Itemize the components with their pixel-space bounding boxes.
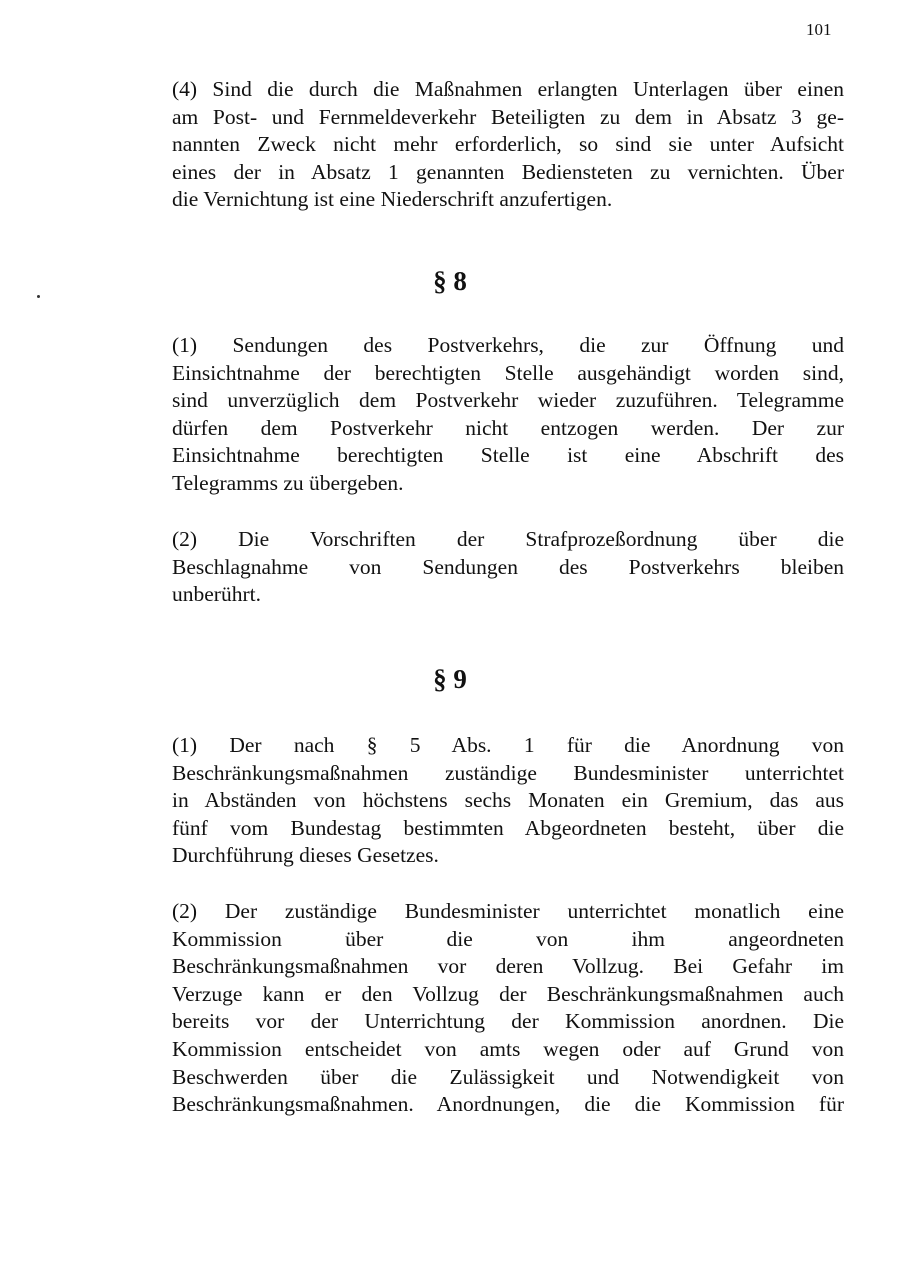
text-line: nannten Zweck nicht mehr erforderlich, so sind sie unter Aufsicht bbox=[172, 132, 844, 157]
text-line: eines der in Absatz 1 genannten Bediensteten zu vernichten. Über bbox=[172, 159, 844, 184]
section-8-paragraph-2 bbox=[172, 526, 844, 609]
section-heading-9: § 9 bbox=[433, 664, 467, 694]
text-line: (1) Sendungen des Postverkehrs, die zur Öffnung und bbox=[172, 333, 844, 357]
paragraph-text bbox=[172, 732, 844, 870]
paragraph-4 bbox=[172, 76, 844, 214]
paragraph-text bbox=[172, 898, 844, 1119]
text-line: dürfen dem Postverkehr nicht entzogen werden. Der zur bbox=[172, 415, 844, 440]
text-line: (4) Sind die durch die Maßnahmen erlangten Unterlagen über einen bbox=[172, 77, 844, 101]
text-line: am Post- und Fernmeldeverkehr Beteiligten zu dem in Absatz 3 ge- bbox=[172, 104, 844, 129]
section-8-paragraph-1 bbox=[172, 332, 844, 498]
text-line: fünf vom Bundestag bestimmten Abgeordneten besteht, über die bbox=[172, 815, 844, 840]
text-line: Beschwerden über die Zulässigkeit und Notwendigkeit von bbox=[172, 1064, 844, 1089]
section-9-paragraph-1 bbox=[172, 732, 844, 870]
paragraph-text bbox=[172, 526, 844, 609]
text-line: (1) Der nach § 5 Abs. 1 für die Anordnung von bbox=[172, 733, 844, 757]
text-line: in Abständen von höchstens sechs Monaten ein Gremium, das aus bbox=[172, 788, 844, 813]
section-heading-8: § 8 bbox=[433, 266, 467, 296]
text-line: (2) Die Vorschriften der Strafprozeßordnung über die bbox=[172, 527, 844, 551]
text-line: Kommission entscheidet von amts wegen oder auf Grund von bbox=[172, 1036, 844, 1061]
text-line: Beschränkungsmaßnahmen zuständige Bundesminister unterrichtet bbox=[172, 760, 844, 785]
text-line: sind unverzüglich dem Postverkehr wieder zuzuführen. Telegramme bbox=[172, 388, 844, 413]
text-line: Durchführung dieses Gesetzes. bbox=[172, 843, 439, 868]
text-line: unberührt. bbox=[172, 582, 261, 607]
text-line: Telegramms zu übergeben. bbox=[172, 470, 404, 495]
text-line: (2) Der zuständige Bundesminister unterrichtet monatlich eine bbox=[172, 899, 844, 923]
paragraph-text bbox=[172, 76, 844, 214]
page-number: 101 bbox=[806, 20, 832, 39]
text-line: Beschlagnahme von Sendungen des Postverkehrs bleiben bbox=[172, 554, 844, 579]
text-line: Beschränkungsmaßnahmen. Anordnungen, die die Kommission für bbox=[172, 1092, 844, 1117]
text-line: bereits vor der Unterrichtung der Kommission anordnen. Die bbox=[172, 1009, 844, 1034]
text-line: die Vernichtung ist eine Niederschrift anzufertigen. bbox=[172, 187, 613, 212]
text-line: Einsichtnahme berechtigten Stelle ist eine Abschrift des bbox=[172, 443, 844, 468]
text-line: Verzuge kann er den Vollzug der Beschränkungsmaßnahmen auch bbox=[172, 981, 844, 1006]
text-line: Beschränkungsmaßnahmen vor deren Vollzug. Bei Gefahr im bbox=[172, 954, 844, 979]
text-line: Kommission über die von ihm angeordneten bbox=[172, 926, 844, 951]
text-line: Einsichtnahme der berechtigten Stelle ausgehändigt worden sind, bbox=[172, 360, 844, 385]
section-9-paragraph-2 bbox=[172, 898, 844, 1119]
paragraph-text bbox=[172, 332, 844, 498]
